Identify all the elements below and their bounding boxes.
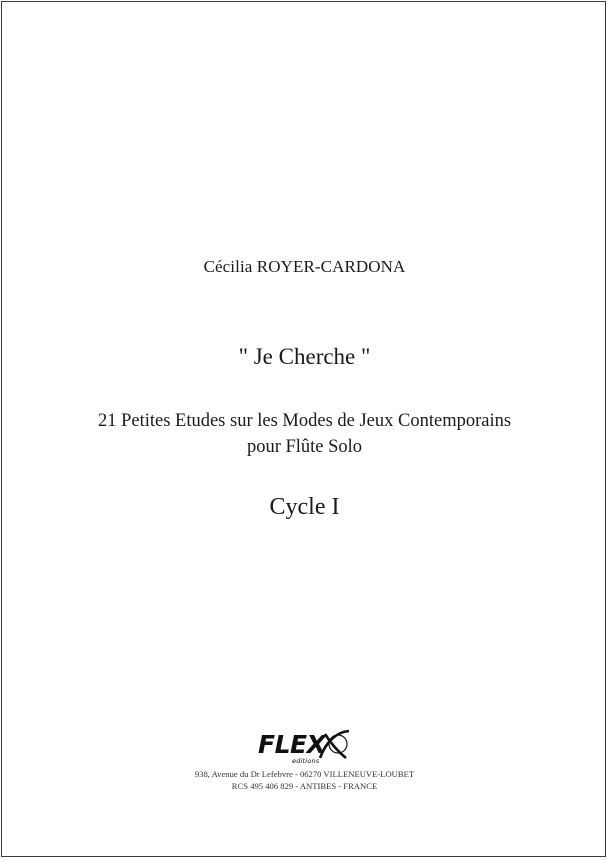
- work-title: " Je Cherche ": [238, 344, 371, 369]
- publisher-address-line-1: 938, Avenue du Dr Lefebvre - 06270 VILLENEUVE-LOUBET: [194, 769, 415, 779]
- publisher-logo: [256, 730, 356, 766]
- publisher-logo-text: FLEX: [258, 730, 326, 759]
- publisher-address-line-2: RCS 495 406 829 - ANTIBES - FRANCE: [231, 781, 378, 791]
- composer-name: Cécilia ROYER-CARDONA: [203, 257, 406, 276]
- cycle-label: Cycle I: [269, 494, 340, 520]
- subtitle-line-2: pour Flûte Solo: [246, 437, 363, 457]
- publisher-logo-subtext: editions: [292, 757, 320, 765]
- subtitle-line-1: 21 Petites Etudes sur les Modes de Jeux Contemporains: [97, 411, 512, 431]
- logo-swoosh-icon: [316, 728, 352, 762]
